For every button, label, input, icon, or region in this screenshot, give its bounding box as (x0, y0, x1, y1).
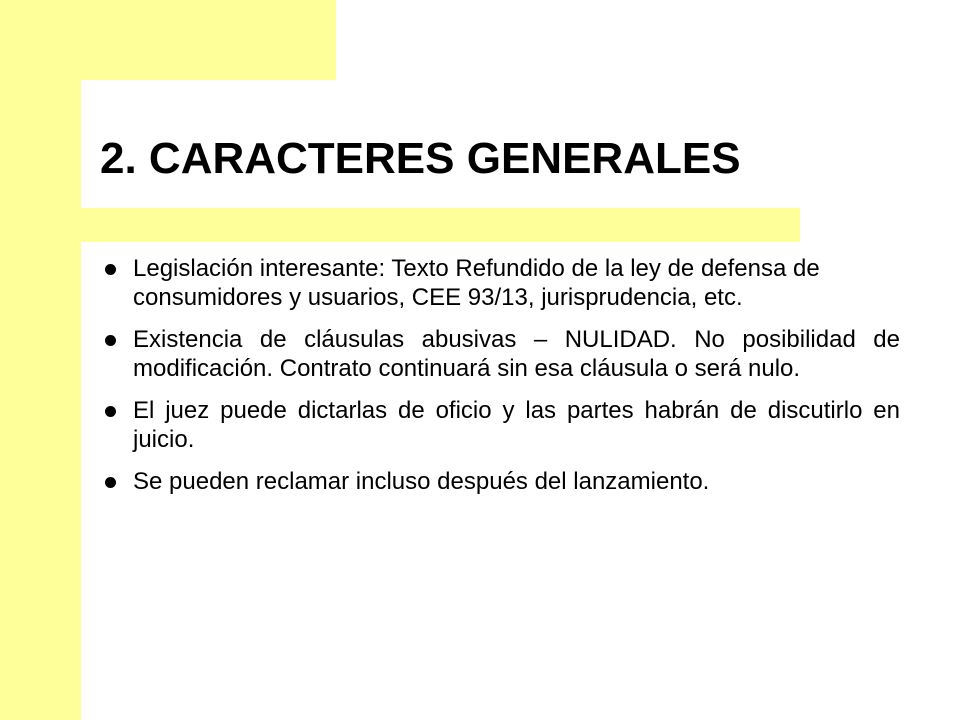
bullet-item-abusive-clauses (100, 325, 900, 383)
bullet-dot-icon (105, 264, 116, 275)
bullet-text: Legislación interesante: Texto Refundido de la ley de defensa de consumidores y usuarios, CEE 93/13, jurisprudencia, etc. (133, 255, 820, 311)
bullet-text: Se pueden reclamar incluso después del lanzamiento. (133, 468, 710, 495)
bullet-item-claims (100, 467, 900, 496)
bullet-list (100, 254, 900, 509)
bullet-text: Existencia de cláusulas abusivas – NULIDAD. No posibilidad de modificación. Contrato continuará sin esa cláusula o será nulo. (133, 326, 900, 382)
bullet-text: El juez puede dictarlas de oficio y las partes habrán de discutirlo en juicio. (133, 397, 900, 453)
bullet-dot-icon (105, 477, 116, 488)
decorative-title-bar (81, 208, 800, 242)
slide-title: 2. CARACTERES GENERALES (100, 134, 741, 183)
bullet-item-legislation (100, 254, 900, 312)
bullet-item-judge (100, 396, 900, 454)
bullet-dot-icon (105, 406, 116, 417)
decorative-left-strip (0, 0, 81, 720)
bullet-dot-icon (105, 335, 116, 346)
